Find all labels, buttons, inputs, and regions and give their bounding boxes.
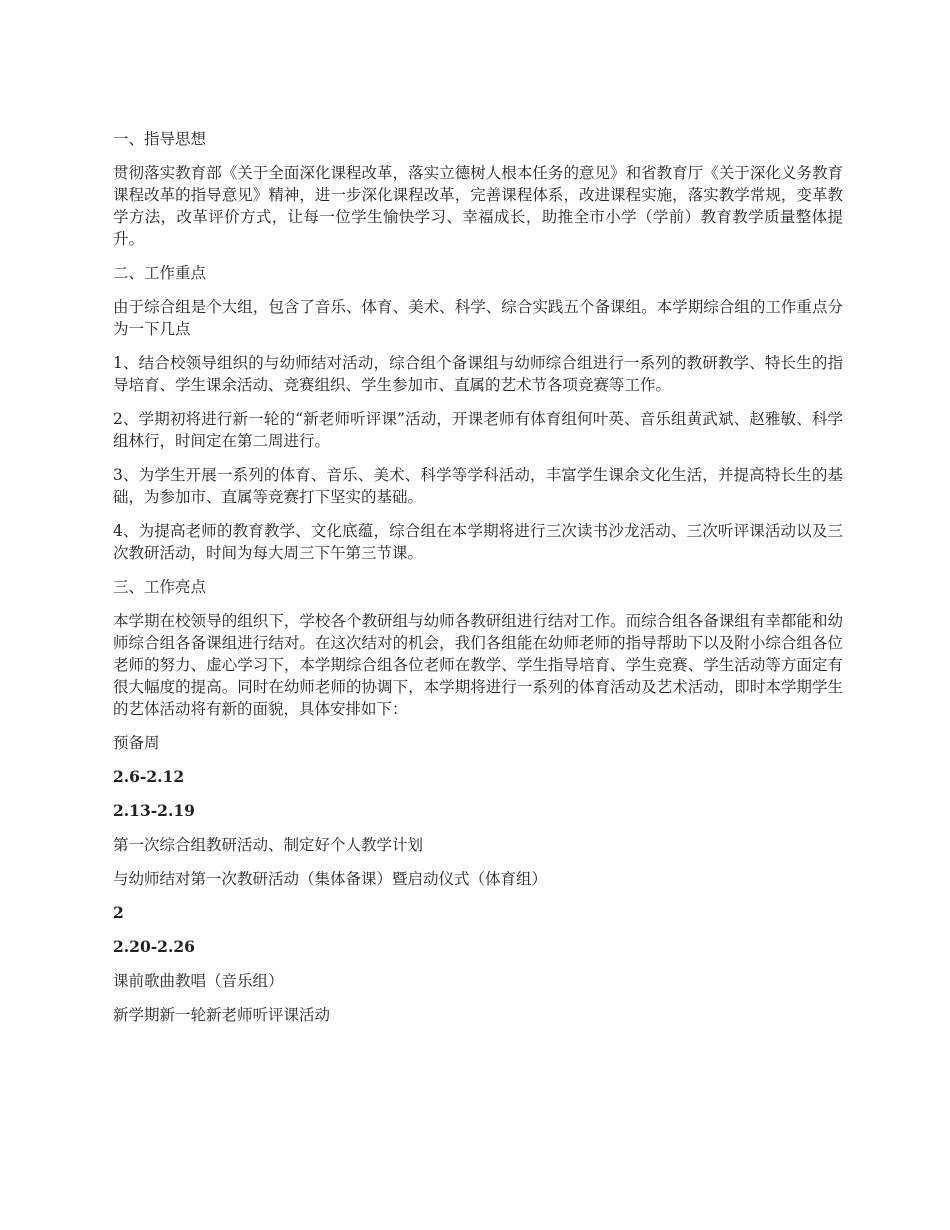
paragraph-work-focus-intro: 由于综合组是个大组，包含了音乐、体育、美术、科学、综合实践五个备课组。本学期综合组的工作重点分为一下几点: [113, 298, 843, 338]
section-heading-work-focus: 二、工作重点: [113, 264, 207, 282]
schedule-week-number: 2: [113, 903, 124, 922]
paragraph-highlights: 本学期在校领导的组织下，学校各个教研组与幼师各教研组进行结对工作。而综合组各备课组有幸都能和幼师综合组各备课组进行结对。在这次结对的机会，我们各组能在幼师老师的指导帮助下以及附小综合组各位老师的努力、虚心学习下，本学期综合组各位老师在教学、学生指导培育、学生竞赛、学生活动等方面定有很大幅度的提高。同时在幼师老师的协调下，本学期将进行一系列的体育活动及艺术活动，即时本学期学生的艺体活动将有新的面貌，具体安排如下：: [113, 612, 843, 718]
paragraph-guiding-ideology: 贯彻落实教育部《关于全面深化课程改革，落实立德树人根本任务的意见》和省教育厅《关于深化义务教育课程改革的指导意见》精神，进一步深化课程改革，完善课程体系，改进课程实施，落实教学常规，变革教学方法，改革评价方式，让每一位学生愉快学习、幸福成长，助推全市小学（学前）教育教学质量整体提升。: [113, 164, 843, 248]
schedule-activity: 与幼师结对第一次教研活动（集体备课）暨启动仪式（体育组）: [113, 870, 548, 888]
section-heading-guiding-ideology: 一、指导思想: [113, 130, 207, 148]
paragraph-focus-item-2: 2、学期初将进行新一轮的“新老师听评课”活动，开课老师有体育组何叶英、音乐组黄武斌、赵雅敏、科学组林行，时间定在第二周进行。: [113, 410, 843, 450]
schedule-activity: 新学期新一轮新老师听评课活动: [113, 1006, 331, 1024]
schedule-date-range: 2.20-2.26: [113, 937, 195, 956]
paragraph-focus-item-4: 4、为提高老师的教育教学、文化底蕴，综合组在本学期将进行三次读书沙龙活动、三次听评课活动以及三次教研活动，时间为每大周三下午第三节课。: [113, 522, 843, 562]
paragraph-focus-item-3: 3、为学生开展一系列的体育、音乐、美术、科学等学科活动，丰富学生课余文化生活，并提高特长生的基础，为参加市、直属等竞赛打下坚实的基础。: [113, 466, 843, 506]
schedule-date-range: 2.6-2.12: [113, 767, 185, 786]
document-page: [113, 128, 843, 1038]
schedule-activity: 课前歌曲教唱（音乐组）: [113, 972, 284, 990]
schedule-week-label: 预备周: [113, 734, 160, 752]
schedule-date-range: 2.13-2.19: [113, 801, 195, 820]
paragraph-focus-item-1: 1、结合校领导组织的与幼师结对活动，综合组个备课组与幼师综合组进行一系列的教研教学、特长生的指导培育、学生课余活动、竞赛组织、学生参加市、直属的艺术节各项竞赛等工作。: [113, 354, 843, 394]
section-heading-highlights: 三、工作亮点: [113, 578, 207, 596]
schedule-activity: 第一次综合组教研活动、制定好个人教学计划: [113, 836, 424, 854]
